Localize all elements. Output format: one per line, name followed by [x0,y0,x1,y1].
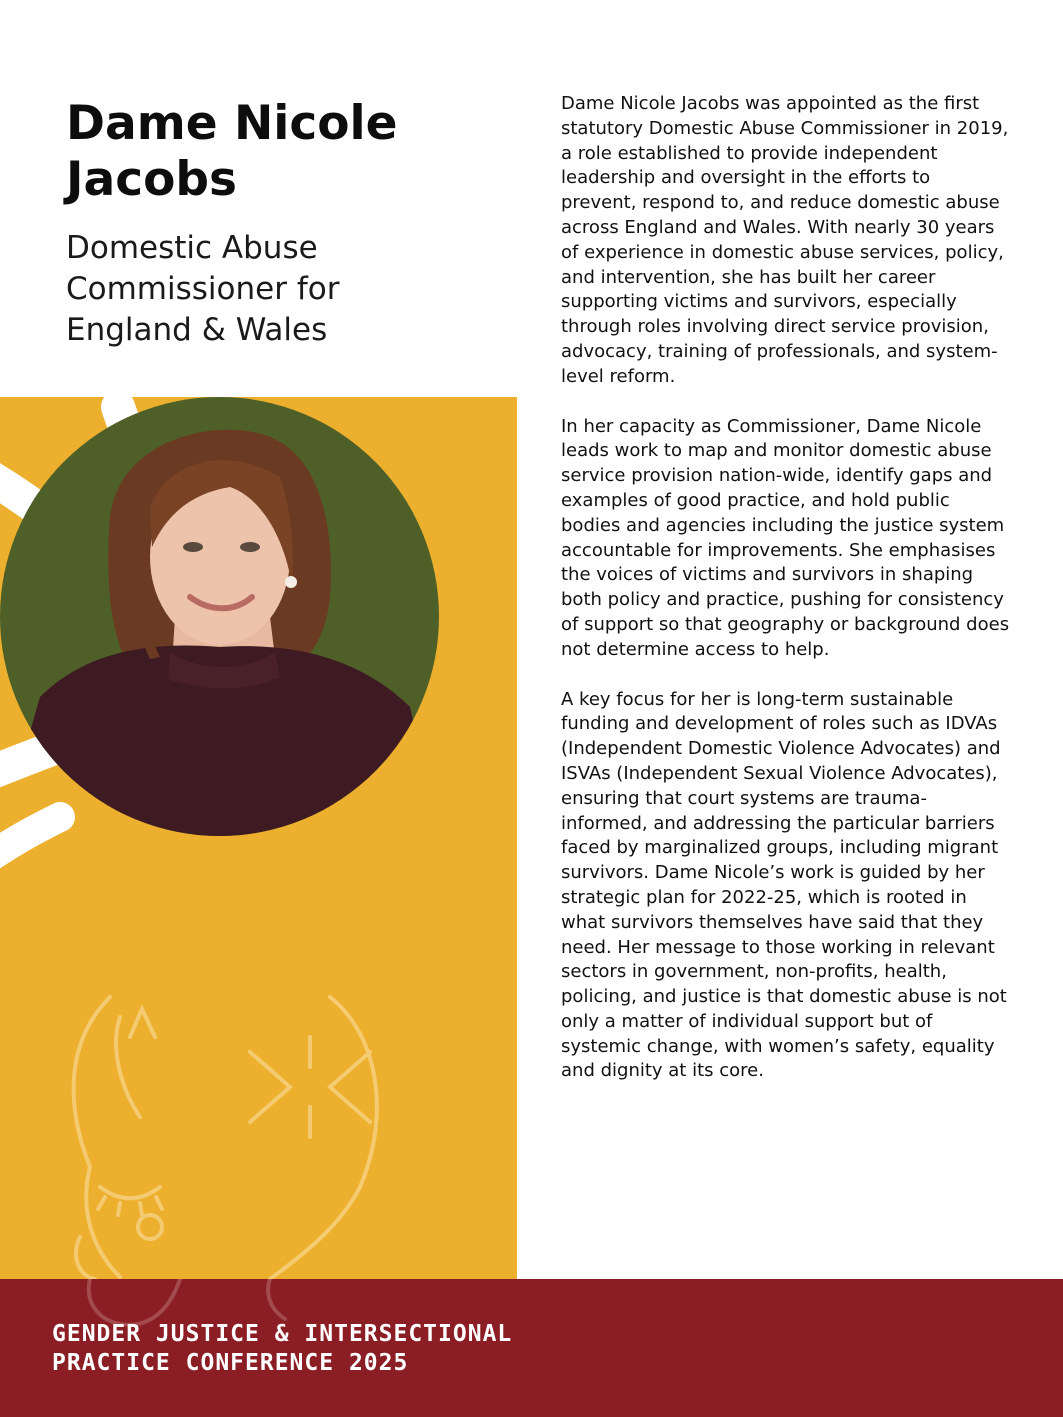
speaker-name [66,96,506,208]
conference-title-line1: GENDER JUSTICE & INTERSECTIONAL [52,1321,513,1347]
speaker-role [66,228,506,351]
conference-title [52,1320,752,1378]
speaker-portrait [0,397,439,836]
bio-paragraph: In her capacity as Commissioner, Dame Nicole leads work to map and monitor domestic abuse service provision nation-wide, identify gaps and examples of good practice, and hold public bodies and agencies including the justice system accountable for improvements. She emphasises the voices of victims and survivors in shaping both policy and practice, pushing for consistency of support so that geography or background does not determine access to help. [561,415,1010,660]
speaker-role-line3: England & Wales [66,312,328,348]
bio-paragraph: A key focus for her is long-term sustainable funding and development of roles such as IDVAs (Independent Domestic Violence Advocates) and ISVAs (Independent Sexual Violence Advocates), ensuring that court systems are trauma-informed, and addressing the particular barriers faced by marginalized groups, including migrant survivors. Dame Nicole’s work is guided by her strategic plan for 2022-25, which is rooted in what survivors themselves have said that they need. Her message to those working in relevant sectors in government, non-profits, health, policing, and justice is that domestic abuse is not only a matter of individual support but of systemic change, with women’s safety, equality and dignity at its core. [561,688,1007,1082]
speaker-role-line2: Commissioner for [66,271,340,307]
speaker-role-line1: Domestic Abuse [66,230,318,266]
conference-title-line2: PRACTICE CONFERENCE 2025 [52,1350,409,1376]
speaker-name-line1: Dame Nicole [66,96,398,151]
bio-paragraph: Dame Nicole Jacobs was appointed as the first statutory Domestic Abuse Commissioner in 2019, a role established to provide independent leadership and oversight in the efforts to prevent, respond to, and reduce domestic abuse across England and Wales. With nearly 30 years of experience in domestic abuse services, policy, and intervention, she has built her career supporting victims and survivors, especially through roles involving direct service provision, advocacy, training of professionals, and system-level reform. [561,93,1009,387]
speaker-name-line2: Jacobs [66,152,237,207]
decorative-panel [0,397,517,1279]
speaker-biography [561,92,1011,1109]
